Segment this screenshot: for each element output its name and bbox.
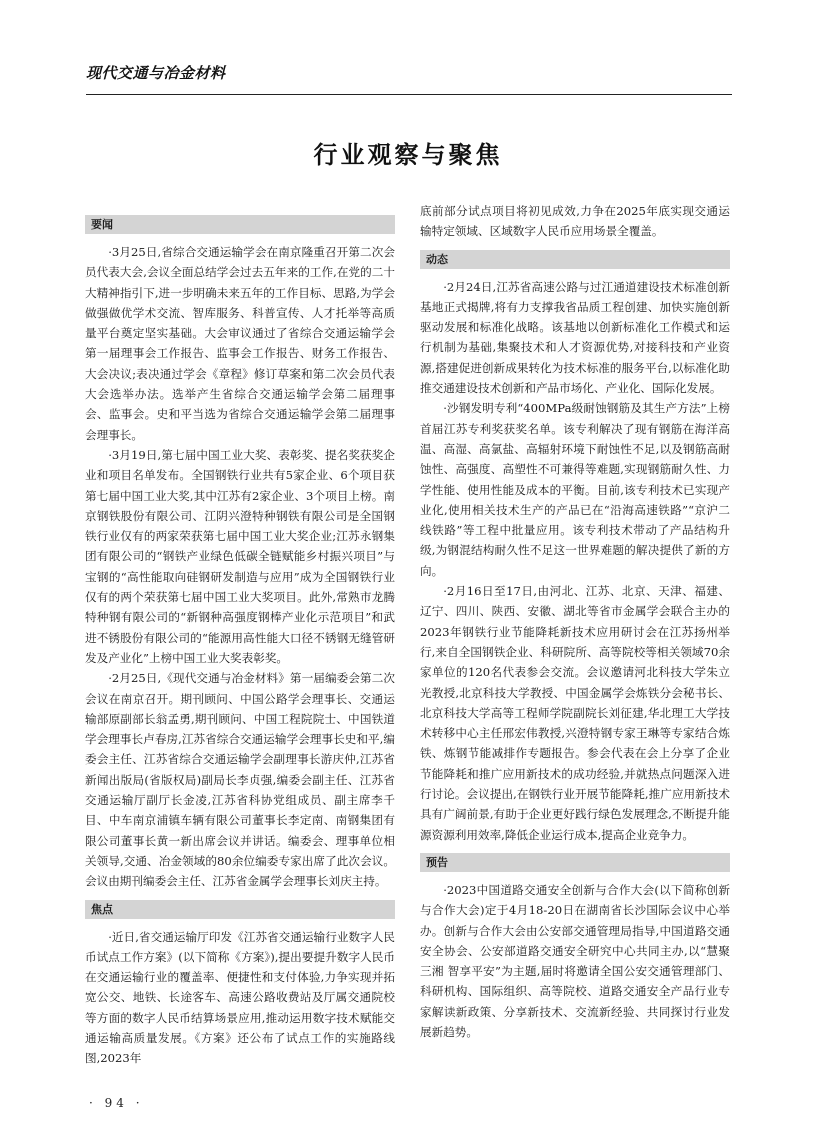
- news-paragraph-2: ·3月19日,第七届中国工业大奖、表彰奖、提名奖获奖企业和项目名单发布。全国钢铁行业共有5家企业、6个项目获第七届中国工业大奖,其中江苏有2家企业、3个项目上榜。南京钢铁股份有限公司、江阴兴澄特种钢铁有限公司是全国钢铁行业仅有的两家荣获第七届中国工业大奖企业;江苏永钢集团有限公司的“钢铁产业绿色低碳全链赋能乡村振兴项目”与宝钢的“高性能取向硅钢研发制造与应用”成为全国钢铁行业仅有的两个荣获第七届中国工业大奖项目。此外,常熟市龙腾特种钢有限公司的“新钢种高强度钢棒产业化示范项目”和武进不锈股份有限公司的“能源用高性能大口径不锈钢无缝管研发及产业化”上榜中国工业大奖表彰奖。: [85, 447, 395, 665]
- preview-paragraph-1: ·2023中国道路交通安全创新与合作大会(以下简称创新与合作大会)定于4月18-20日在湖南省长沙国际会议中心举办。创新与合作大会由公安部交通管理局指导,中国道路交通安全协会、公安部道路交通安全研究中心共同主办,以“慧聚三湘 智享平安”为主题,届时将邀请全国公安交通管理部门、科研机构、国际组织、高等院校、道路交通安全产品行业专家解读新政策、分享新技术、交流新经验、共同探讨行业发展新趋势。: [420, 882, 730, 1039]
- journal-logo: 现代交通与冶金材料: [86, 64, 226, 82]
- right-column: [420, 201, 730, 1042]
- left-column: [85, 210, 395, 1069]
- page-title: 行业观察与聚焦: [313, 141, 503, 169]
- focus-paragraph-1: ·近日,省交通运输厅印发《江苏省交通运输行业数字人民币试点工作方案》(以下简称《方案》),提出要提升数字人民币在交通运输行业的覆盖率、便捷性和支付体验,力争实现并拓宽公交、地铁、长途客车、高速公路收费站及厅属交通院校等方面的数字人民币结算场景应用,推动运用数字技术赋能交通运输高质量发展。《方案》还公布了试点工作的实施路线图,2023年: [85, 929, 395, 1066]
- updates-paragraph-2: ·沙钢发明专利“400MPa级耐蚀钢筋及其生产方法”上榜首届江苏专利奖获奖名单。该专利解决了现有钢筋在海洋高温、高湿、高氯盐、高辐射环境下耐蚀性不足,以及钢筋高耐蚀性、高强度、高塑性不可兼得等难题,实现钢筋耐久性、力学性能、使用性能及成本的平衡。目前,该专利技术已实现产业化,使用相关技术生产的产品已在“沿海高速铁路”“京沪二线铁路”等工程中批量应用。该专利技术带动了产品结构升级,为钢混结构耐久性不足这一世界难题的解决提供了新的方向。: [420, 401, 730, 578]
- header-divider: [86, 94, 732, 95]
- news-paragraph-1: ·3月25日,省综合交通运输学会在南京隆重召开第二次会员代表大会,会议全面总结学会过去五年来的工作,在党的二十大精神指引下,进一步明确未来五年的工作目标、思路,为学会做强做优学术交流、智库服务、科普宣传、人才托举等高质量平台奠定坚实基础。大会审议通过了省综合交通运输学会第一届理事会工作报告、监事会工作报告、财务工作报告、大会决议;表决通过学会《章程》修订草案和第二次会员代表大会选举办法。选举产生省综合交通运输学会第二届理事会、监事会。史和平当选为省综合交通运输学会第二届理事会理事长。: [85, 245, 395, 442]
- section-label-focus: 焦点: [85, 900, 395, 919]
- updates-paragraph-1: ·2月24日,江苏省高速公路与过江通道建设技术标准创新基地正式揭牌,将有力支撑我省品质工程创建、加快实施创新驱动发展和标准化战略。该基地以创新标准化工作模式和运行机制为基础,集聚技术和人才资源优势,对接科技和产业资源,搭建促进创新成果转化为技术标准的服务平台,以标准化助推交通建设技术创新和产品市场化、产业化、国际化发展。: [420, 279, 730, 396]
- section-label-news: 要闻: [85, 215, 395, 234]
- page-number: · 94 ·: [89, 1096, 144, 1110]
- news-paragraph-3: ·2月25日,《现代交通与冶金材料》第一届编委会第二次会议在南京召开。期刊顾问、中国公路学会理事长、交通运输部原副部长翁孟勇,期刊顾问、中国工程院院士、中国铁道学会理事长卢春房,江苏省综合交通运输学会理事长史和平,编委会主任、江苏省综合交通运输学会副理事长游庆仲,江苏省新闻出版局(省版权局)副局长李贞强,编委会副主任、江苏省交通运输厅副厅长金凌,江苏省科协党组成员、副主席李千目、中车南京浦镇车辆有限公司董事长李定南、南钢集团有限公司董事长黄一新出席会议并讲话。编委会、理事单位相关领导,交通、冶金领域的80余位编委专家出席了此次会议。会议由期刊编委会主任、江苏省金属学会理事长刘庆主持。: [85, 671, 395, 889]
- focus-paragraph-continuation: 底前部分试点项目将初见成效,力争在2025年底实现交通运输特定领域、区域数字人民币应用场景全覆盖。: [420, 204, 730, 239]
- updates-paragraph-3: ·2月16日至17日,由河北、江苏、北京、天津、福建、辽宁、四川、陕西、安徽、湖北等省市金属学会联合主办的2023年钢铁行业节能降耗新技术应用研讨会在江苏扬州举行,来自全国钢铁企业、科研院所、高等院校等相关领域70余家单位的120名代表参会交流。会议邀请河北科技大学朱立光教授,北京科技大学教授、中国金属学会炼铁分会秘书长、北京科技大学高等工程师学院副院长刘征建,华北理工大学技术转移中心主任邢宏伟教授,兴澄特钢专家王琳等专家结合炼铁、炼钢节能减排作专题报告。参会代表在会上分享了企业节能降耗和推广应用新技术的成功经验,并就热点问题深入进行讨论。会议提出,在钢铁行业开展节能降耗,推广应用新技术具有广阔前景,有助于企业更好践行绿色发展理念,不断提升能源资源利用效率,降低企业运行成本,提高企业竞争力。: [420, 584, 730, 842]
- section-label-preview: 预告: [420, 853, 730, 872]
- section-label-updates: 动态: [420, 250, 730, 269]
